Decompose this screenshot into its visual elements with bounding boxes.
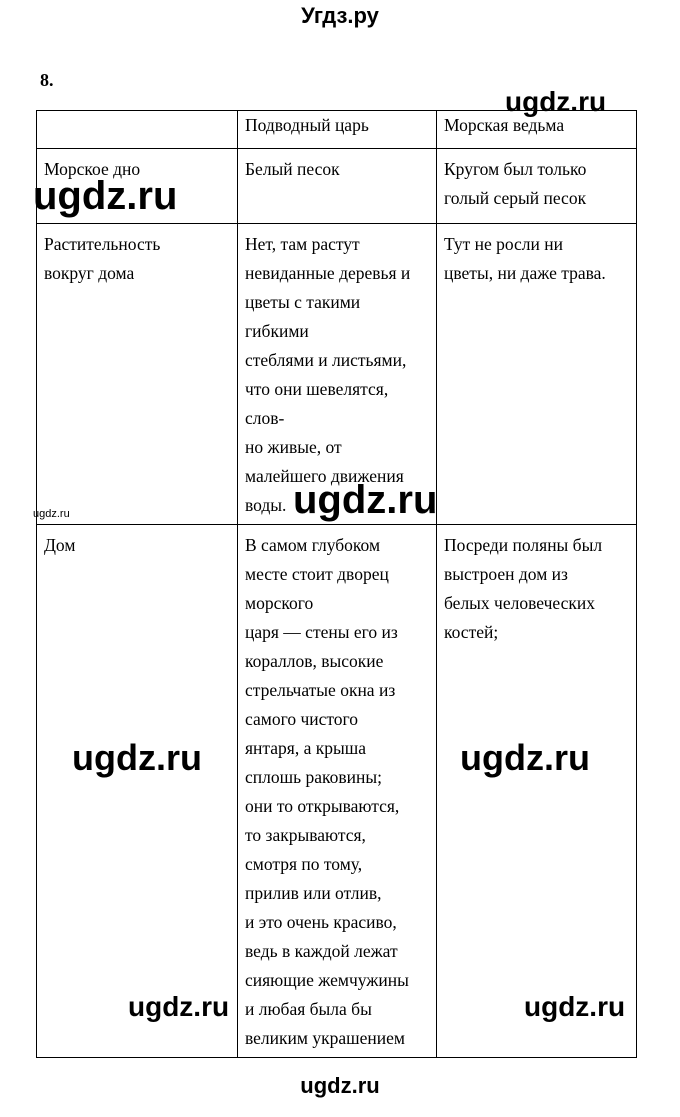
cell-line: смотря по тому, (245, 854, 363, 874)
cell-line: костей; (444, 622, 499, 642)
watermark: ugdz.ru (524, 991, 626, 1022)
watermark: ugdz.ru (72, 737, 202, 778)
cell-line: голый серый песок (444, 188, 587, 208)
cell-line: кораллов, высокие (245, 651, 384, 671)
cell-line: царя — стены его из (245, 622, 398, 642)
sea-witch-cell (437, 525, 637, 1058)
cell-line: В самом глубоком (245, 535, 381, 555)
comparison-table (36, 110, 637, 1058)
cell-line: слов- (245, 408, 285, 428)
cell-line: великим украшением (245, 1028, 405, 1048)
cell-line: Дом (44, 535, 76, 555)
cell-line: белых человеческих (444, 593, 595, 613)
cell-line: и любая была бы (245, 999, 372, 1019)
site-title: Угдз.ру (301, 3, 379, 28)
cell-line: но живые, от (245, 437, 342, 457)
table-row (37, 525, 637, 1058)
row-label-cell (37, 525, 238, 1058)
cell-line: Морское дно (44, 159, 141, 179)
cell-line: то закрываются, (245, 825, 366, 845)
cell-line: гибкими (245, 321, 309, 341)
cell-line: выстроен дом из (444, 564, 568, 584)
cell-line: воды. (245, 495, 287, 515)
sea-king-cell (238, 149, 437, 224)
sea-witch-cell (437, 224, 637, 525)
cell-line: вокруг дома (44, 263, 135, 283)
cell-line: Растительность (44, 234, 161, 254)
watermark: ugdz.ru (33, 174, 178, 218)
cell-line: невиданные деревья и (245, 263, 411, 283)
cell-line: морского (245, 593, 314, 613)
header-cell-sea-witch: Морская ведьма (437, 111, 637, 149)
cell-line: янтаря, а крыша (245, 738, 366, 758)
cell-line: ведь в каждой лежат (245, 941, 398, 961)
cell-line: Белый песок (245, 159, 340, 179)
watermark: ugdz.ru (33, 508, 70, 520)
cell-line: сплошь раковины; (245, 767, 382, 787)
cell-line: Посреди поляны был (444, 535, 603, 555)
cell-line: и это очень красиво, (245, 912, 397, 932)
row-label-cell (37, 224, 238, 525)
cell-line: стеблями и листьями, (245, 350, 407, 370)
watermark: ugdz.ru (293, 478, 438, 522)
cell-line: Кругом был только (444, 159, 587, 179)
sea-king-cell (238, 525, 437, 1058)
watermark: ugdz.ru (505, 86, 607, 117)
cell-line: цветы, ни даже трава. (444, 263, 606, 283)
header-cell-empty (37, 111, 238, 149)
cell-line: прилив или отлив, (245, 883, 382, 903)
cell-line: они то открываются, (245, 796, 400, 816)
cell-line: сияющие жемчужины (245, 970, 409, 990)
watermark: ugdz.ru (128, 991, 230, 1022)
cell-line: самого чистого (245, 709, 359, 729)
header-cell-sea-king: Подводный царь (238, 111, 437, 149)
cell-line: Нет, там растут (245, 234, 360, 254)
footer-watermark: ugdz.ru (300, 1073, 380, 1098)
task-number: 8. (40, 70, 54, 90)
cell-line: месте стоит дворец (245, 564, 389, 584)
cell-line: стрельчатые окна из (245, 680, 396, 700)
watermark: ugdz.ru (460, 737, 590, 778)
sea-witch-cell (437, 149, 637, 224)
cell-line: что они шевелятся, (245, 379, 389, 399)
cell-line: Тут не росли ни (444, 234, 564, 254)
cell-line: цветы с такими (245, 292, 361, 312)
cell-line: малейшего движения (245, 466, 404, 486)
